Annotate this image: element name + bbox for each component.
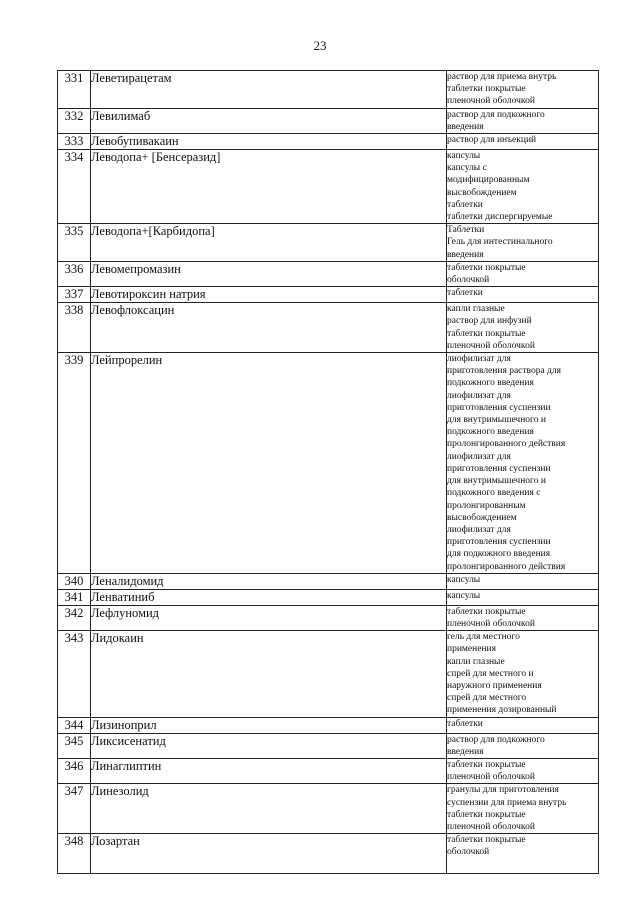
row-number: 340 [58,573,91,589]
dosage-forms [447,353,599,574]
row-number: 348 [58,834,91,873]
dosage-form-line: таблетки покрытые [447,809,526,820]
dosage-forms [447,71,599,109]
table-row [58,287,599,303]
dosage-form-line: таблетки покрытые [447,835,526,846]
row-number: 336 [58,261,91,286]
row-number: 331 [58,71,91,109]
dosage-form-line: подкожного введения с [447,488,541,499]
drug-name: Ликсисенатид [91,733,447,758]
row-number: 335 [58,224,91,262]
drug-table-body [58,71,599,874]
row-number: 345 [58,733,91,758]
dosage-forms [447,605,599,630]
drug-name: Левомепромазин [91,261,447,286]
dosage-form-line: оболочкой [447,275,490,286]
table-row [58,733,599,758]
table-row [58,224,599,262]
dosage-form-line: пролонгированного действия [447,561,566,572]
row-number: 347 [58,784,91,834]
drug-name: Линаглиптин [91,758,447,783]
dosage-form-line: приготовления суспензии [447,537,551,548]
table-row [58,605,599,630]
dosage-form-line: таблетки покрытые [447,262,526,273]
dosage-forms [447,224,599,262]
table-row [58,108,599,133]
table-row [58,303,599,353]
dosage-forms [447,108,599,133]
table-row [58,261,599,286]
table-row [58,134,599,150]
drug-name: Леводопа+ [Бенсеразид] [91,150,447,224]
dosage-form-line: капсулы [447,574,481,585]
dosage-form-line: капли глазные [447,304,505,315]
dosage-form-line: лиофилизат для [447,390,511,401]
page-number: 23 [313,38,327,53]
drug-name: Ленватиниб [91,589,447,605]
dosage-form-line: подкожного введения [447,427,534,438]
dosage-form-line: пролонгированного действия [447,439,566,450]
dosage-form-line: капли глазные [447,656,505,667]
table-row [58,758,599,783]
dosage-form-line: спрей для местного и [447,668,534,679]
dosage-forms [447,287,599,303]
drug-name: Леналидомид [91,573,447,589]
row-number: 334 [58,150,91,224]
drug-name: Лефлуномид [91,605,447,630]
drug-name: Левотироксин натрия [91,287,447,303]
dosage-form-line: оболочкой [447,847,490,858]
row-number: 342 [58,605,91,630]
dosage-form-line: пленочной оболочкой [447,772,535,783]
dosage-form-line: лиофилизат для [447,354,511,365]
dosage-forms [447,589,599,605]
dosage-forms [447,733,599,758]
dosage-form-line: раствор для инфузий [447,316,532,327]
dosage-form-line: лиофилизат для [447,524,511,535]
dosage-form-line: гранулы для приготовления [447,785,559,796]
dosage-form-line: раствор для приема внутрь [447,72,557,82]
drug-name: Леводопа+[Карбидопа] [91,224,447,262]
dosage-form-line: таблетки покрытые [447,759,526,770]
row-number: 332 [58,108,91,133]
dosage-form-line: таблетки диспергируемые [447,212,553,223]
dosage-form-line: таблетки покрытые [447,328,526,339]
dosage-form-line: лиофилизат для [447,451,511,462]
dosage-forms [447,150,599,224]
drug-table [57,70,599,874]
dosage-form-line: суспензии для приема внутрь [447,797,567,808]
dosage-form-line: раствор для инъекций [447,135,537,146]
dosage-forms [447,631,599,717]
table-row [58,573,599,589]
dosage-form-line: приготовления суспензии [447,402,551,413]
dosage-forms [447,261,599,286]
dosage-form-line: гель для местного [447,632,520,643]
dosage-forms [447,134,599,150]
dosage-form-line: приготовления раствора для [447,366,561,377]
dosage-form-line: Гель для интестинального [447,237,553,248]
dosage-forms [447,303,599,353]
table-row [58,717,599,733]
row-number: 341 [58,589,91,605]
dosage-form-line: таблетки покрытые [447,84,526,95]
dosage-form-line: для подкожного введения [447,549,551,560]
drug-name: Левобупивакаин [91,134,447,150]
drug-name: Леветирацетам [91,71,447,109]
table-row [58,784,599,834]
dosage-form-line: пленочной оболочкой [447,821,535,832]
dosage-form-line: применения дозированный [447,705,557,716]
table-row [58,353,599,574]
drug-name: Лозартан [91,834,447,873]
dosage-form-line: капсулы [447,590,481,601]
dosage-form-line: капсулы [447,151,481,162]
dosage-forms [447,573,599,589]
drug-name: Лизиноприл [91,717,447,733]
drug-name: Левилимаб [91,108,447,133]
dosage-form-line: таблетки [447,718,483,729]
dosage-forms [447,784,599,834]
table-row [58,631,599,717]
dosage-forms [447,758,599,783]
dosage-form-line: наружного применения [447,680,542,691]
dosage-form-line: спрей для местного [447,693,527,704]
dosage-form-line: таблетки [447,288,483,299]
drug-name: Лейпрорелин [91,353,447,574]
dosage-forms [447,717,599,733]
dosage-form-line: приготовления суспензии [447,463,551,474]
dosage-form-line: раствор для подкожного [447,109,545,120]
row-number: 338 [58,303,91,353]
dosage-forms [447,834,599,873]
row-number: 344 [58,717,91,733]
dosage-form-line: для внутримышечного и [447,476,546,487]
dosage-form-line: раствор для подкожного [447,734,545,745]
dosage-form-line: введения [447,746,484,757]
dosage-form-line: таблетки [447,199,483,210]
dosage-form-line: для внутримышечного и [447,415,546,426]
row-number: 343 [58,631,91,717]
table-row [58,150,599,224]
dosage-form-line: высвобождением [447,187,517,198]
drug-name: Лидокаин [91,631,447,717]
dosage-form-line: высвобождением [447,512,517,523]
dosage-form-line: модифицированным [447,175,530,186]
row-number: 333 [58,134,91,150]
row-number: 346 [58,758,91,783]
dosage-form-line: таблетки покрытые [447,606,526,617]
dosage-form-line: введения [447,249,484,260]
table-row [58,71,599,109]
drug-name: Линезолид [91,784,447,834]
dosage-form-line: пленочной оболочкой [447,618,535,629]
dosage-form-line: пленочной оболочкой [447,96,535,107]
dosage-form-line: подкожного введения [447,378,534,389]
table-row [58,589,599,605]
dosage-form-line: Таблетки [447,225,485,236]
dosage-form-line: введения [447,121,484,132]
dosage-form-line: применения [447,644,496,655]
dosage-form-line: капсулы с [447,163,487,174]
dosage-form-line: пролонгированным [447,500,526,511]
table-row [58,834,599,873]
row-number: 339 [58,353,91,574]
row-number: 337 [58,287,91,303]
drug-name: Левофлоксацин [91,303,447,353]
dosage-form-line: пленочной оболочкой [447,340,535,351]
